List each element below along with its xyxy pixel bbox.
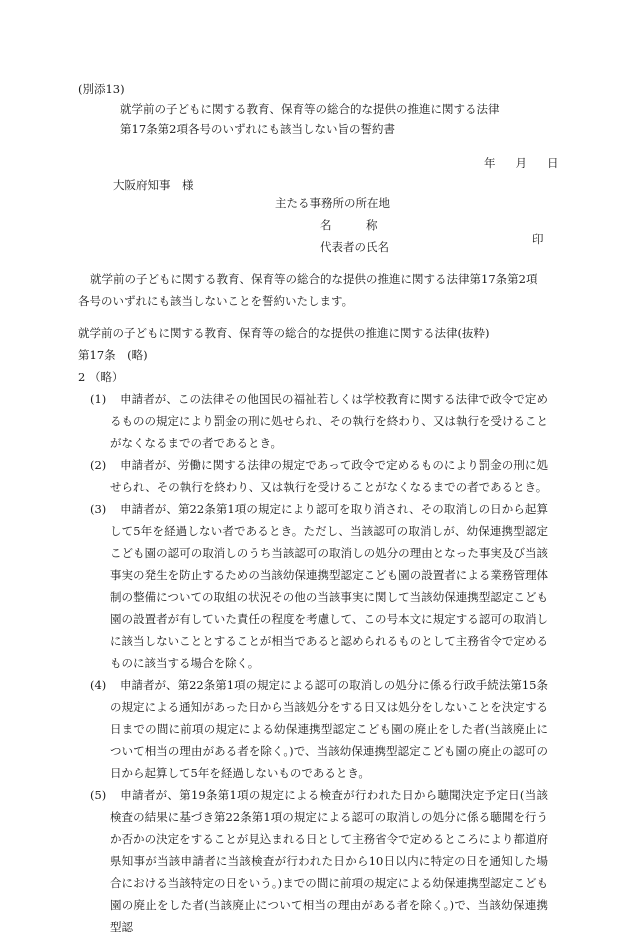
list-item [90,674,548,784]
item-text: 申請者が、第22条第1項の規定により認可を取り消され、その取消しの日から起算して5年を経過しない者であるとき。ただし、当該認可の取消しが、幼保連携型認定こども園の認可の取消しのうち当該認可の取消しの処分の理由となった事実及び当該事実の発生を防止するための当該幼保連携型認定こども園の設置者による業務管理体制の整備についての取組の状況その他の当該事実に関して当該幼保連携型認定こども園の設置者が有していた責任の程度を考慮して、この号本文に規定する認可の取消しに該当しないこととすることが相当であると認められるものとして主務省令で定めるものに該当する場合を除く。 [110,502,548,670]
pledge-statement: 就学前の子どもに関する教育、保育等の総合的な提供の推進に関する法律第17条第2項各号のいずれにも該当しないことを誓約いたします。 [78,272,538,308]
item-text: 申請者が、労働に関する法律の規定であって政令で定めるものにより罰金の刑に処せられ、その執行を終わり、又は執行を受けることがなくなるまでの者であるとき。 [110,458,548,494]
item-number: (2) [90,458,107,472]
item-text: 申請者が、この法律その他国民の福祉若しくは学校教育に関する法律で政令で定めるものの規定により罰金の刑に処せられ、その執行を終わり、又は執行を受けることがなくなるまでの者であるとき。 [110,392,548,450]
list-item [90,498,548,674]
article-line: 第17条 (略) [78,348,148,362]
document-title [120,98,500,140]
seal-mark: 印 [532,232,544,246]
addressee: 大阪府知事 様 [113,178,194,192]
item-text: 申請者が、第22条第1項の規定による認可の取消しの処分に係る行政手続法第15条の規定による通知があった日から当該処分をする日又は処分をしないことを決定する日までの間に前項の規定による幼保連携型認定こども園の廃止をした者(当該廃止について相当の理由がある者を除く。)で、当該幼保連携型認定こども園の廃止の認可の日から起算して5年を経過しないものであるとき。 [110,678,548,780]
law-excerpt [78,322,548,938]
item-number: (5) [90,788,107,802]
title-line-2: 第17条第2項各号のいずれにも該当しない旨の誓約書 [120,122,395,136]
date-line [484,152,559,174]
title-line-1: 就学前の子どもに関する教育、保育等の総合的な提供の推進に関する法律 [120,102,500,116]
item-number: (3) [90,502,107,516]
name-label: 名 称 [320,218,378,232]
item-number: (1) [90,392,107,406]
item-number: (4) [90,678,107,692]
applicant-block [275,192,390,258]
excerpt-heading: 就学前の子どもに関する教育、保育等の総合的な提供の推進に関する法律(抜粋) [78,326,490,340]
list-item [90,454,548,498]
annex-label: (別添13) [78,82,125,96]
date-day: 日 [547,156,559,170]
list-item [90,388,548,454]
date-month: 月 [515,156,527,170]
item-text: 申請者が、第19条第1項の規定による検査が行われた日から聴聞決定予定日(当該検査の結果に基づき第22条第1項の規定による認可の取消しの処分に係る聴聞を行うか否かの決定をすることが見込まれる日として主務省令で定めるところにより都道府県知事が当該申請者に当該検査が行われた日から10日以内に特定の日を通知した場合における当該特定の日をいう。)までの間に前項の規定による幼保連携型認定こども園の廃止をした者(当該廃止について相当の理由がある者を除く。)で、当該幼保連携型認 [110,788,548,934]
paragraph-2: 2 （略） [78,370,124,384]
date-year: 年 [484,156,496,170]
representative-label: 代表者の氏名 [320,240,389,254]
address-label: 主たる事務所の所在地 [275,196,390,210]
